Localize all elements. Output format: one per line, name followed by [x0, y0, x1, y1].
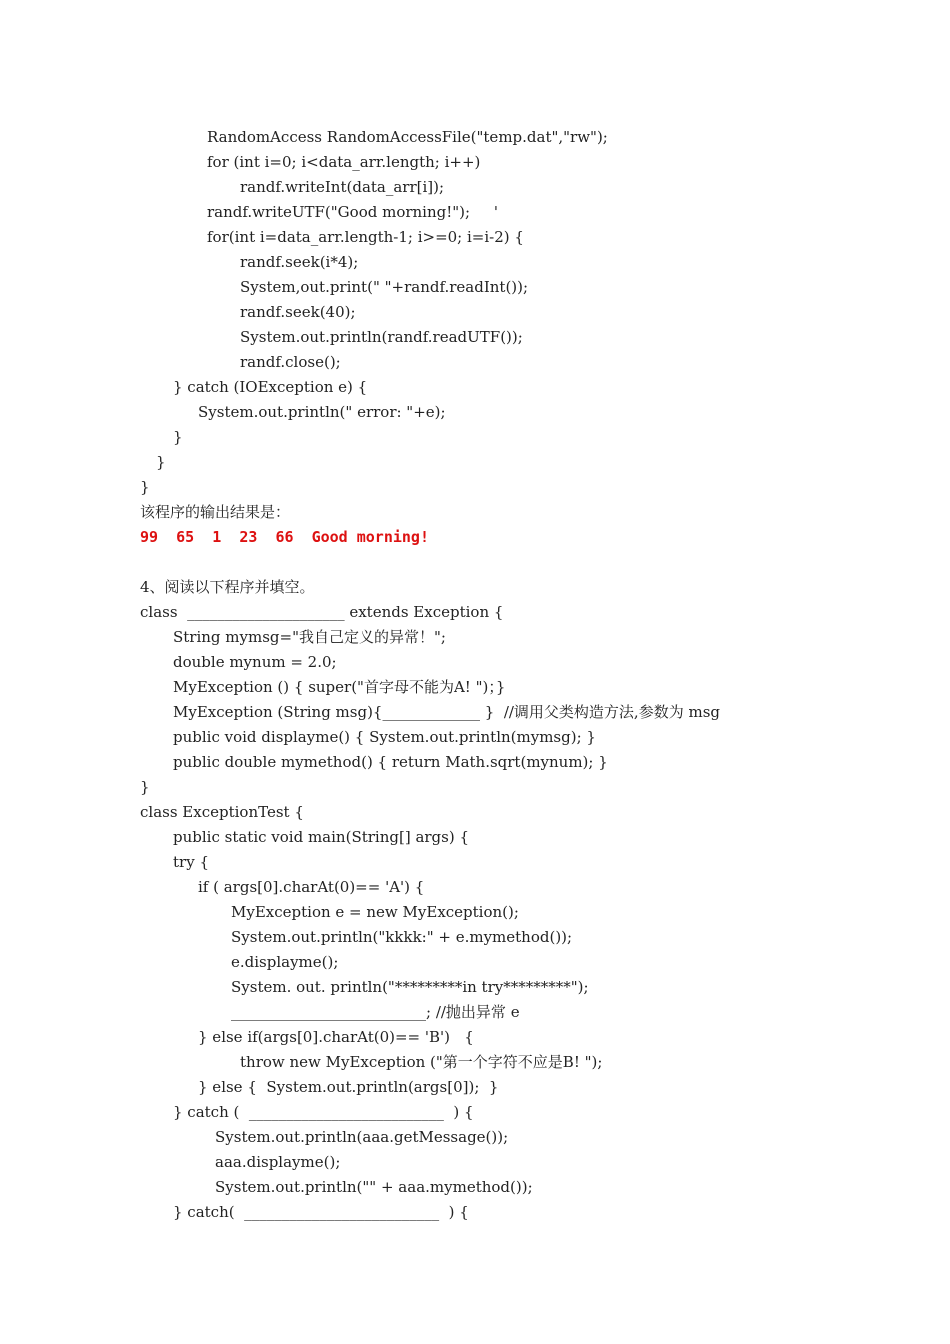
code-line: MyException () { super("首字母不能为A! ")；} — [173, 678, 506, 696]
code-line: class _____________________ extends Exception { — [140, 603, 504, 621]
code-line: randf.seek(40); — [240, 303, 356, 321]
code-line: public static void main(String[] args) { — [173, 828, 470, 846]
code-line: class ExceptionTest { — [140, 803, 304, 821]
code-line: } else if(args[0].charAt(0)== 'B') { — [198, 1028, 474, 1046]
code-line: MyException (String msg){_____________ } //调用父类构造方法,参数为 msg — [173, 703, 720, 721]
code-line: for(int i=data_arr.length-1; i>=0; i=i-2) { — [207, 228, 524, 246]
code-line: randf.close(); — [240, 353, 341, 371]
code-line: public void displayme() { System.out.println(mymsg); } — [173, 728, 596, 746]
code-line: } — [140, 478, 150, 496]
code-line: System. out. println("*********in try*********"); — [231, 978, 589, 996]
code-line: randf.writeUTF("Good morning!"); ' — [207, 203, 499, 221]
code-line: System.out.println(aaa.getMessage()); — [215, 1128, 509, 1146]
code-line: throw new MyException ("第一个字符不应是B! "); — [240, 1053, 603, 1071]
question-heading: 4、阅读以下程序并填空。 — [140, 578, 315, 596]
code-line: public double mymethod() { return Math.sqrt(mynum); } — [173, 753, 608, 771]
code-line: } — [156, 453, 166, 471]
code-line: } catch (IOException e) { — [173, 378, 368, 396]
code-line: randf.writeInt(data_arr[i]); — [240, 178, 445, 196]
code-line: e.displayme(); — [231, 953, 339, 971]
code-line: System.out.println("" + aaa.mymethod()); — [215, 1178, 533, 1196]
code-line: String mymsg="我自己定义的异常！"; — [173, 628, 446, 646]
output-answer: 99 65 1 23 66 Good morning! — [140, 528, 429, 546]
code-line: } else { System.out.println(args[0]); } — [198, 1078, 499, 1096]
code-line: MyException e = new MyException(); — [231, 903, 519, 921]
output-question: 该程序的输出结果是： — [140, 503, 291, 521]
code-line: if ( args[0].charAt(0)== 'A') { — [198, 878, 425, 896]
code-line: } catch ( __________________________ ) { — [173, 1103, 474, 1121]
code-line: __________________________; //抛出异常 e — [231, 1003, 520, 1021]
code-line: System.out.println(randf.readUTF()); — [240, 328, 523, 346]
code-line: try { — [173, 853, 209, 871]
code-line: } — [173, 428, 183, 446]
code-line: } — [140, 778, 150, 796]
code-line: System.out.println("kkkk:" + e.mymethod()); — [231, 928, 573, 946]
code-line: System,out.print(" "+randf.readInt()); — [240, 278, 529, 296]
code-line: aaa.displayme(); — [215, 1153, 341, 1171]
code-line: randf.seek(i*4); — [240, 253, 359, 271]
code-line: RandomAccess RandomAccessFile("temp.dat","rw"); — [207, 128, 608, 146]
code-line: System.out.println(" error: "+e); — [198, 403, 446, 421]
code-line: } catch( __________________________ ) { — [173, 1203, 469, 1221]
code-line: double mynum = 2.0; — [173, 653, 337, 671]
code-line: for (int i=0; i<data_arr.length; i++) — [207, 153, 481, 171]
